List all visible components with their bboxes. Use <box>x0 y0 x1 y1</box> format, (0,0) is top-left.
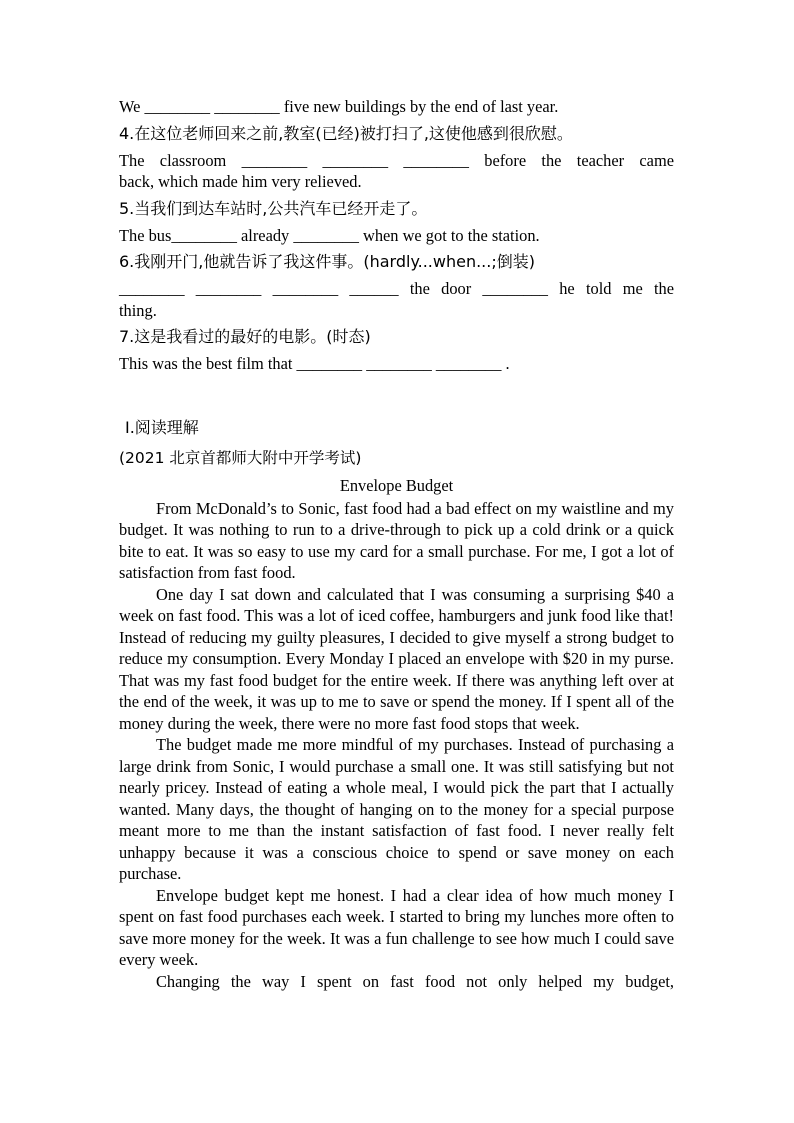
q6-prompt: 6.我刚开门,他就告诉了我这件事。(hardly...when...;倒装) <box>119 252 535 271</box>
q3-answer-line: We ________ ________ five new buildings by the end of last year. <box>119 97 559 116</box>
q4-answer-line-1: The classroom ________ ________ ________ before the teacher came <box>119 150 674 170</box>
q5-prompt: 5.当我们到达车站时,公共汽车已经开走了。 <box>119 198 428 218</box>
worksheet-page <box>119 96 674 992</box>
section-heading: Ⅰ.阅读理解 <box>125 417 199 437</box>
passage-paragraph-3: The budget made me more mindful of my purchases. Instead of purchasing a large drink from Sonic, I would purchase a small one. It was still satisfying but not nearly pricey. Instead of eating a whole meal, I would pick the part that I actually wanted. Many days, the thought of hanging on to the money for a special purpose meant more to me than the instant satisfaction of fast food. I never really felt unhappy because it was a conscious choice to spend or save money on each purchase. <box>119 735 674 883</box>
q6-answer-line-2: thing. <box>119 300 157 320</box>
q7-answer-line: This was the best film that ________ ________ ________ . <box>119 354 510 373</box>
q4-prompt: 4.在这位老师回来之前,教室(已经)被打扫了,这使他感到很欣慰。 <box>119 123 573 143</box>
passage-paragraph-2: One day I sat down and calculated that I was consuming a surprising $40 a week on fast food. This was a lot of iced coffee, hamburgers and junk food like that! Instead of reducing my guilty pleasures, I decided to give myself a strong budget to reduce my consumption. Every Monday I placed an envelope with $20 in my purse. That was my fast food budget for the entire week. If there was anything left over at the end of the week, it was up to me to save or spend the money. If I spent all of the money during the week, there were no more fast food stops that week. <box>119 584 674 733</box>
passage-title: Envelope Budget <box>339 475 454 495</box>
q4-answer-line-2: back, which made him very relieved. <box>119 172 362 191</box>
q5-answer-line: The bus________ already ________ when we got to the station. <box>119 225 540 245</box>
q7-prompt: 7.这是我看过的最好的电影。(时态) <box>119 327 371 346</box>
section-spacer <box>119 375 674 413</box>
passage-paragraph-1: From McDonald’s to Sonic, fast food had a bad effect on my waistline and my budget. It was nothing to run to a drive-through to pick up a cold drink or a quick bite to eat. It was so easy to use my card for a small purchase. For me, I got a lot of satisfaction from fast food. <box>119 498 674 582</box>
passage-source: (2021 北京首都师大附中开学考试) <box>119 448 362 467</box>
passage-paragraph-4: Envelope budget kept me honest. I had a clear idea of how much money I spent on fast food purchases each week. I started to bring my lunches more often to save more money for the week. It was a fun challenge to see how much I could save every week. <box>119 885 674 969</box>
q6-answer-line-1: ________ ________ ________ ______ the door ________ he told me the <box>119 279 674 298</box>
passage-paragraph-5: Changing the way I spent on fast food not only helped my budget, <box>156 971 674 991</box>
